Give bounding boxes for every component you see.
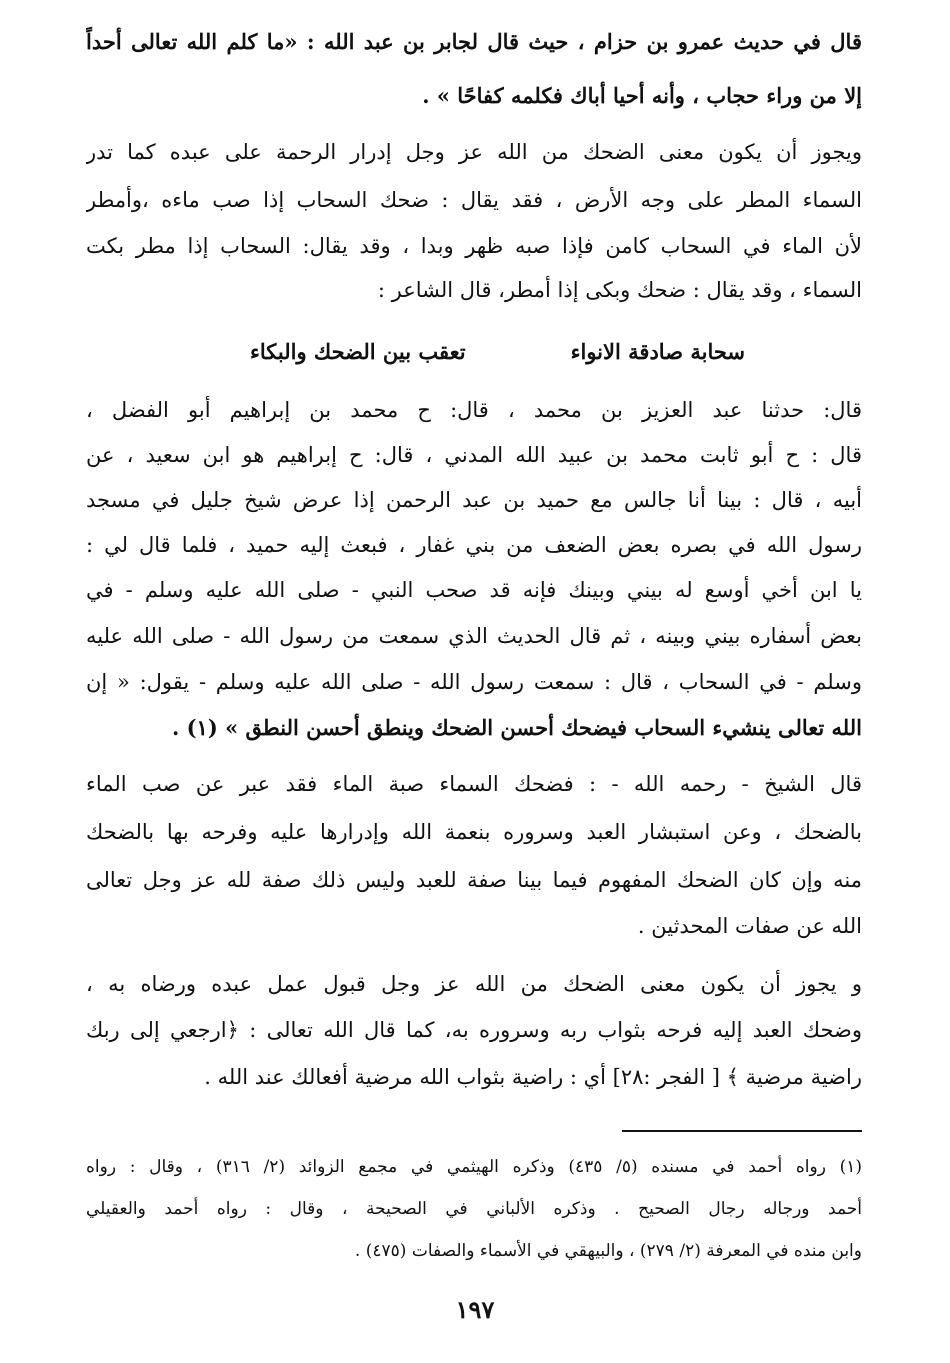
text-line: السماء المطر على وجه الأرض ، فقد يقال : ضحك السحاب إذا صب ماءه ،وأمطر	[86, 188, 862, 212]
text-line: لأن الماء في السحاب كامن فإذا صبه ظهر وبدا ، وقد يقال: السحاب إذا مطر بكت	[86, 234, 862, 258]
text-line: قال في حديث عمرو بن حزام ، حيث قال لجابر بن عبد الله : «ما كلم الله تعالى أحداً	[86, 29, 862, 54]
text-line: ويجوز أن يكون معنى الضحك من الله عز وجل إدرار الرحمة على عبده كما تدر	[86, 140, 862, 164]
footnote-separator	[622, 1130, 862, 1132]
verse-second-hemistich: تعقب بين الضحك والبكاء	[250, 339, 466, 364]
text-line: راضية مرضية ﴾ [ الفجر :٢٨] أي : راضية بثواب الله مرضية أفعالك عند الله .	[204, 1065, 862, 1089]
text-line: بعض أسفاره بيني وبينه ، ثم قال الحديث الذي سمعت من رسول الله - صلى الله عليه	[86, 624, 862, 648]
text-line: منه وإن كان الضحك المفهوم فيما بينا صفة للعبد وليس ذلك صفة لله عز وجل تعالى	[86, 868, 862, 892]
footnote-line: وابن منده في المعرفة (٢/ ٢٧٩) ، والبيهقي في الأسماء والصفات (٤٧٥) .	[354, 1241, 862, 1261]
text-line: قال : ح أبو ثابت محمد بن عبيد الله المدني ، قال: ح إبراهيم هو ابن سعيد ، عن	[86, 443, 862, 467]
text-line: رسول الله في بصره بعض الضعف من بني غفار ، فبعث إليه حميد ، فلما قال لي :	[86, 533, 862, 557]
text-line: السماء ، وقد يقال : ضحك وبكى إذا أمطر، قال الشاعر :	[377, 278, 862, 302]
page-number: ١٩٧	[455, 1295, 495, 1324]
text-line: وضحك العبد إليه فرحه بثواب ربه وسروره به، كما قال الله تعالى : ﴿ارجعي إلى ربك	[86, 1018, 862, 1042]
text-line: و يجوز أن يكون معنى الضحك من الله عز وجل قبول عمل عبده ورضاه به ،	[86, 972, 862, 996]
verse-first-hemistich: سحابة صادقة الانواء	[570, 339, 745, 364]
text-line: بالضحك ، وعن استبشار العبد وسروره بنعمة الله وإدرارها عليه وفرحه بها بالضحك	[86, 820, 862, 844]
text-line: يا ابن أخي أوسع له بيني وبينك فإنه قد صحب النبي - صلى الله عليه وسلم - في	[86, 578, 862, 602]
text-line: وسلم - في السحاب ، قال : سمعت رسول الله - صلى الله عليه وسلم - يقول: « إن	[86, 670, 862, 694]
text-line: قال: حدثنا عبد العزيز بن محمد ، قال: ح محمد بن إبراهيم أبو الفضل ،	[86, 398, 862, 422]
text-line: الله تعالى ينشيء السحاب فيضحك أحسن الضحك وينطق أحسن النطق » (١) .	[171, 715, 862, 740]
footnote-line: أحمد ورجاله رجال الصحيح . وذكره الألباني في الصحيحة ، وقال : رواه أحمد والعقيلي	[86, 1199, 862, 1219]
text-line: الله عن صفات المحدثين .	[637, 914, 862, 938]
text-line: إلا من وراء حجاب ، وأنه أحيا أباك فكلمه كفاحًا » .	[422, 83, 862, 108]
footnote-line: (١) رواه أحمد في مسنده (٥/ ٤٣٥) وذكره الهيثمي في مجمع الزوائد (٢/ ٣١٦) ، وقال : رواه	[86, 1157, 862, 1177]
text-line: أبيه ، قال : بينا أنا جالس مع حميد بن عبد الرحمن إذا عرض شيخ جليل في مسجد	[86, 488, 862, 512]
text-line: قال الشيخ - رحمه الله - : فضحك السماء صبة الماء فقد عبر عن صب الماء	[86, 772, 862, 796]
